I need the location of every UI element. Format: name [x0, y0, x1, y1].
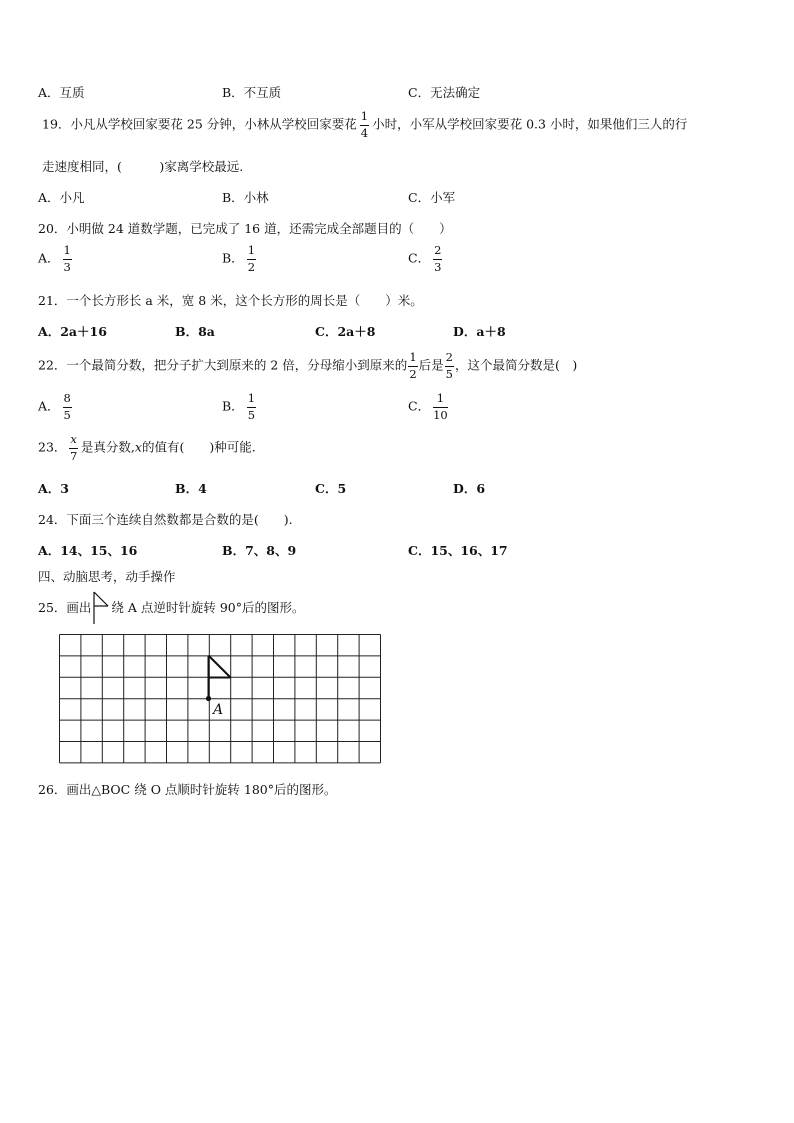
q22-frac2-num: 2: [445, 352, 454, 367]
q22-option-c-label: C．: [408, 398, 431, 414]
grid-figure: [209, 656, 231, 699]
q22-text-part1: 22．一个最简分数，把分子扩大到原来的 2 倍，分母缩小到原来的: [38, 357, 408, 373]
point-a-dot: [206, 696, 211, 701]
q23-frac-num: x: [69, 434, 78, 449]
q23-option-b: B．4: [175, 481, 207, 496]
q20-option-b-label: B．: [222, 250, 244, 266]
q19-fraction: [360, 111, 369, 139]
q20-question: 20．小明做 24 道数学题，已完成了 16 道，还需完成全部题目的（ ）: [38, 221, 452, 236]
section-4-title: 四、动脑思考，动手操作: [38, 569, 176, 584]
q20-option-b-den: 2: [247, 259, 256, 274]
q21-option-d: D．a＋8: [453, 324, 506, 339]
q21-option-c: C．2a＋8: [315, 324, 376, 339]
q20-option-a: [38, 245, 75, 273]
q24-question: 24．下面三个连续自然数都是合数的是( ).: [38, 512, 293, 527]
q22-option-a-num: 8: [63, 393, 72, 408]
flag-shape-icon: [90, 590, 114, 626]
q20-option-c-num: 2: [433, 245, 442, 260]
q22-option-c: [408, 393, 451, 421]
q22-frac1-den: 2: [409, 366, 417, 381]
q19-frac-den: 4: [360, 125, 369, 140]
q23-option-a: A．3: [38, 481, 69, 496]
q19-option-b: B．小林: [222, 190, 269, 205]
q20-option-a-label: A．: [38, 250, 60, 266]
q19-text-line2: 走速度相同，( )家离学校最远.: [42, 159, 244, 174]
q20-option-c-label: C．: [408, 250, 431, 266]
q21-question: 21．一个长方形长 a 米，宽 8 米，这个长方形的周长是（ ）米。: [38, 293, 423, 308]
q23-text-part2: 的值有( )种可能.: [141, 439, 256, 455]
q19-question: [42, 111, 687, 139]
q19-option-c: C．小军: [408, 190, 456, 205]
q22-option-a-den: 5: [63, 407, 71, 422]
q23-option-c: C．5: [315, 481, 347, 496]
q18-option-a: A．互质: [38, 85, 85, 100]
q20-option-c: [408, 245, 445, 273]
q23-option-d: D．6: [453, 481, 486, 496]
q19-text-part2: 小时，小军从学校回家要花 0.3 小时，如果他们三人的行: [372, 116, 688, 132]
q22-option-b: [222, 393, 259, 421]
q25-question: [38, 598, 305, 616]
point-a-label: A: [213, 702, 224, 718]
q22-option-a: [38, 393, 75, 421]
q22-text-part2: 后是: [418, 357, 444, 373]
q19-text-part1: 19．小凡从学校回家要花 25 分钟，小林从学校回家要花: [42, 116, 357, 132]
q24-option-b: B．7、8、9: [222, 543, 297, 558]
q23-var: x: [134, 439, 142, 455]
q22-option-b-num: 1: [247, 393, 256, 408]
q25-prefix: 25．画出: [38, 600, 92, 615]
q22-option-b-den: 5: [247, 407, 256, 422]
q20-option-b: [222, 245, 259, 273]
q23-prefix: 23．: [38, 439, 67, 455]
q18-option-c: C．无法确定: [408, 85, 481, 100]
q20-option-a-num: 1: [63, 245, 72, 260]
q23-question: [38, 434, 256, 462]
q22-frac1-num: 1: [408, 352, 417, 367]
q23-frac-den: 7: [69, 448, 78, 463]
q22-option-c-den: 10: [433, 407, 448, 422]
q18-option-b: B．不互质: [222, 85, 282, 100]
q20-option-a-den: 3: [63, 259, 71, 274]
grid-lines: [60, 635, 381, 763]
q24-option-c: C．15、16、17: [408, 543, 508, 558]
q25-suffix: 绕 A 点逆时针旋转 90°后的图形。: [111, 600, 305, 615]
q19-frac-num: 1: [360, 111, 369, 126]
q19-option-a: A．小凡: [38, 190, 85, 205]
q24-option-a: A．14、15、16: [38, 543, 138, 558]
q22-text-part3: ，这个最简分数是( ): [454, 357, 578, 373]
q26-question: 26．画出△BOC 绕 O 点顺时针旋转 180°后的图形。: [38, 782, 337, 797]
q22-option-b-label: B．: [222, 398, 244, 414]
q22-option-c-num: 1: [433, 393, 448, 408]
q21-option-a: A．2a＋16: [38, 324, 107, 339]
q22-question: [38, 352, 577, 380]
rotation-grid: [58, 633, 384, 765]
q20-option-c-den: 3: [434, 259, 442, 274]
q22-frac2-den: 5: [445, 366, 453, 381]
q20-option-b-num: 1: [247, 245, 256, 260]
q23-text-part1: 是真分数,: [80, 439, 135, 455]
q21-option-b: B．8a: [175, 324, 215, 339]
q22-option-a-label: A．: [38, 398, 60, 414]
